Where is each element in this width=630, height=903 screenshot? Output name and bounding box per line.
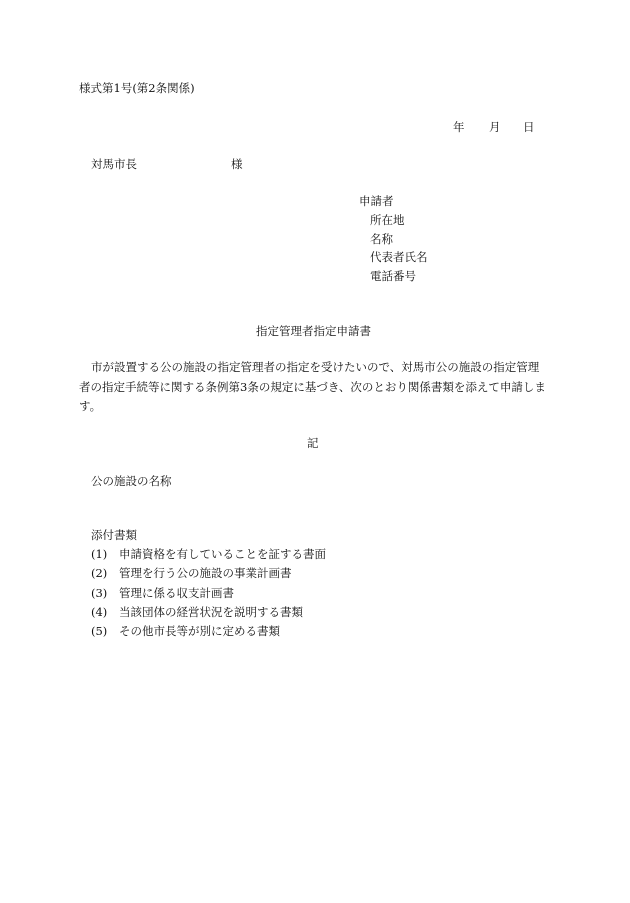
list-item: [91, 622, 326, 641]
facility-name-label: 公の施設の名称: [91, 474, 172, 488]
applicant-field-phone: 電話番号: [370, 269, 416, 283]
document-title: 指定管理者指定申請書: [256, 324, 371, 338]
list-item: [91, 584, 326, 603]
list-item-text: 申請資格を有していることを証する書面: [119, 547, 326, 561]
applicant-field-representative: 代表者氏名: [370, 250, 428, 264]
list-item-text: 管理に係る収支計画書: [119, 585, 234, 600]
body-paragraph: 市が設置する公の施設の指定管理者の指定を受けたいので、対馬市公の施設の指定管理者の指定手続等に関する条例第3条の規定に基づき、次のとおり関係書類を添えて申請します。: [79, 360, 546, 413]
list-item-text: 管理を行う公の施設の事業計画書: [119, 566, 292, 581]
applicant-heading: 申請者: [359, 194, 394, 208]
addressee-name: 対馬市長: [91, 157, 137, 171]
form-number: 様式第1号(第2条関係): [79, 81, 195, 95]
list-item-number: (5): [91, 624, 108, 639]
addressee-honorific: 様: [231, 157, 243, 171]
list-item-number: (3): [91, 585, 108, 600]
list-item-number: (2): [91, 566, 108, 581]
list-item-text: その他市長等が別に定める書類: [119, 624, 280, 639]
list-item-text: 当該団体の経営状況を説明する書類: [119, 604, 303, 619]
attachments-heading: 添付書類: [91, 528, 137, 542]
date-day: 日: [523, 120, 535, 134]
list-item: [91, 603, 326, 622]
applicant-field-name: 名称: [370, 232, 393, 246]
attachments-list: [91, 545, 326, 641]
list-item-number: (1): [91, 547, 108, 561]
list-item-number: (4): [91, 604, 108, 619]
date-month: 月: [489, 120, 501, 134]
list-item: [91, 545, 326, 564]
record-mark: 記: [307, 436, 319, 450]
list-item: [91, 564, 326, 583]
date-year: 年: [453, 120, 465, 134]
applicant-field-address: 所在地: [370, 213, 405, 227]
